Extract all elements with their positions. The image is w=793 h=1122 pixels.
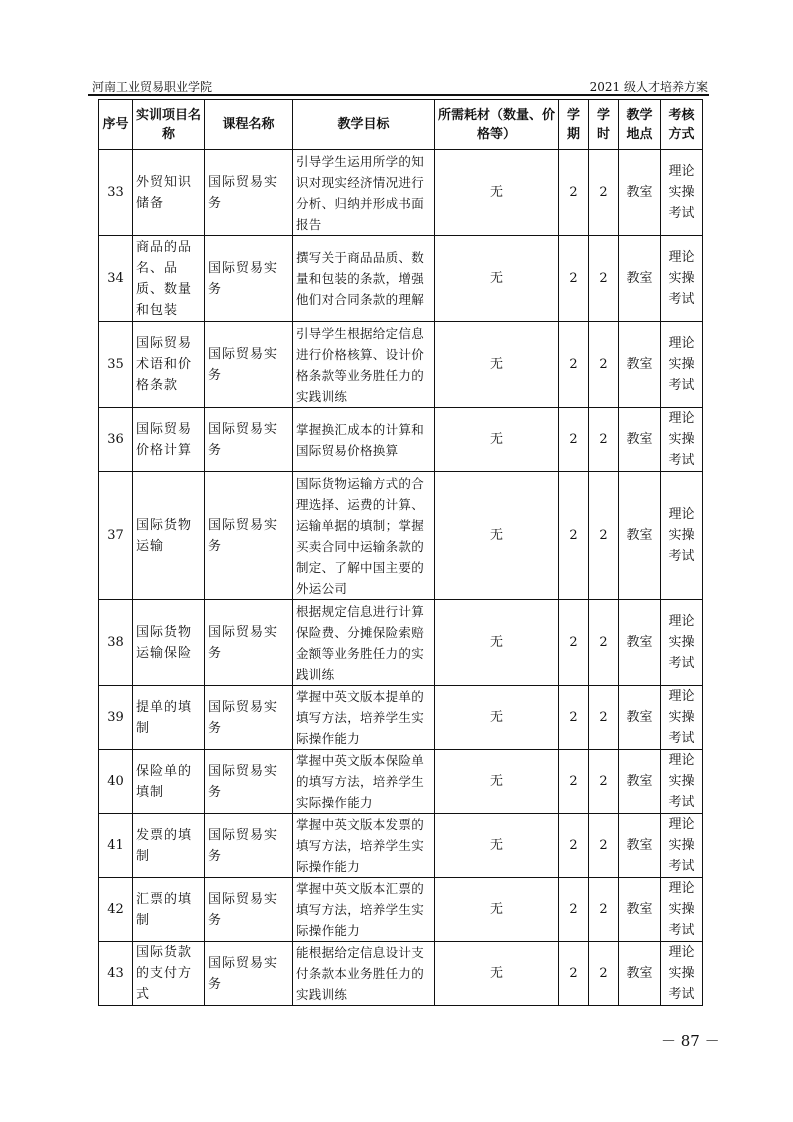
cell-hours: 2 bbox=[589, 814, 619, 878]
cell-course: 国际贸易实务 bbox=[205, 322, 293, 408]
cell-place: 教室 bbox=[619, 150, 661, 236]
cell-course: 国际贸易实务 bbox=[205, 600, 293, 686]
table-row bbox=[99, 686, 703, 750]
cell-no: 43 bbox=[99, 942, 133, 1006]
table-row bbox=[99, 942, 703, 1006]
cell-exam: 理论实操考试 bbox=[661, 942, 703, 1006]
cell-goal: 引导学生运用所学的知识对现实经济情况进行分析、归纳并形成书面报告 bbox=[293, 150, 435, 236]
cell-exam: 理论实操考试 bbox=[661, 472, 703, 600]
table-row bbox=[99, 408, 703, 472]
cell-exam: 理论实操考试 bbox=[661, 878, 703, 942]
table-row bbox=[99, 472, 703, 600]
cell-no: 41 bbox=[99, 814, 133, 878]
cell-no: 34 bbox=[99, 236, 133, 322]
cell-no: 36 bbox=[99, 408, 133, 472]
cell-term: 2 bbox=[559, 472, 589, 600]
table-row bbox=[99, 750, 703, 814]
cell-term: 2 bbox=[559, 878, 589, 942]
cell-exam: 理论实操考试 bbox=[661, 686, 703, 750]
cell-place: 教室 bbox=[619, 750, 661, 814]
cell-no: 38 bbox=[99, 600, 133, 686]
cell-exam: 理论实操考试 bbox=[661, 600, 703, 686]
cell-exam: 理论实操考试 bbox=[661, 750, 703, 814]
cell-place: 教室 bbox=[619, 408, 661, 472]
col-header-place: 教学地点 bbox=[619, 100, 661, 150]
cell-hours: 2 bbox=[589, 686, 619, 750]
col-header-exam: 考核方式 bbox=[661, 100, 703, 150]
cell-materials: 无 bbox=[435, 878, 559, 942]
table-row bbox=[99, 236, 703, 322]
cell-materials: 无 bbox=[435, 750, 559, 814]
cell-place: 教室 bbox=[619, 942, 661, 1006]
header-rule bbox=[88, 94, 709, 96]
cell-no: 33 bbox=[99, 150, 133, 236]
cell-project: 汇票的填制 bbox=[133, 878, 205, 942]
cell-exam: 理论实操考试 bbox=[661, 814, 703, 878]
cell-goal: 能根据给定信息设计支付条款本业务胜任力的实践训练 bbox=[293, 942, 435, 1006]
cell-no: 35 bbox=[99, 322, 133, 408]
header-institution: 河南工业贸易职业学院 bbox=[92, 80, 213, 94]
cell-course: 国际贸易实务 bbox=[205, 150, 293, 236]
cell-term: 2 bbox=[559, 236, 589, 322]
cell-goal: 国际货物运输方式的合理选择、运费的计算、运输单据的填制；掌握买卖合同中运输条款的制定、了解中国主要的外运公司 bbox=[293, 472, 435, 600]
cell-course: 国际贸易实务 bbox=[205, 408, 293, 472]
cell-term: 2 bbox=[559, 408, 589, 472]
cell-hours: 2 bbox=[589, 942, 619, 1006]
cell-no: 37 bbox=[99, 472, 133, 600]
table-header-row bbox=[99, 100, 703, 150]
cell-course: 国际贸易实务 bbox=[205, 236, 293, 322]
cell-place: 教室 bbox=[619, 600, 661, 686]
cell-exam: 理论实操考试 bbox=[661, 408, 703, 472]
table-row bbox=[99, 150, 703, 236]
cell-hours: 2 bbox=[589, 236, 619, 322]
cell-goal: 掌握换汇成本的计算和国际贸易价格换算 bbox=[293, 408, 435, 472]
table-row bbox=[99, 814, 703, 878]
cell-term: 2 bbox=[559, 150, 589, 236]
cell-materials: 无 bbox=[435, 408, 559, 472]
cell-course: 国际贸易实务 bbox=[205, 750, 293, 814]
cell-no: 42 bbox=[99, 878, 133, 942]
col-header-project: 实训项目名称 bbox=[133, 100, 205, 150]
cell-materials: 无 bbox=[435, 472, 559, 600]
table-row bbox=[99, 322, 703, 408]
cell-goal: 掌握中英文版本发票的填写方法，培养学生实际操作能力 bbox=[293, 814, 435, 878]
cell-exam: 理论实操考试 bbox=[661, 322, 703, 408]
cell-place: 教室 bbox=[619, 322, 661, 408]
cell-hours: 2 bbox=[589, 600, 619, 686]
cell-no: 39 bbox=[99, 686, 133, 750]
cell-course: 国际贸易实务 bbox=[205, 686, 293, 750]
cell-project: 国际货物运输保险 bbox=[133, 600, 205, 686]
cell-term: 2 bbox=[559, 600, 589, 686]
cell-place: 教室 bbox=[619, 878, 661, 942]
cell-materials: 无 bbox=[435, 686, 559, 750]
cell-no: 40 bbox=[99, 750, 133, 814]
cell-goal: 掌握中英文版本汇票的填写方法，培养学生实际操作能力 bbox=[293, 878, 435, 942]
cell-materials: 无 bbox=[435, 600, 559, 686]
cell-goal: 根据规定信息进行计算保险费、分摊保险索赔金额等业务胜任力的实践训练 bbox=[293, 600, 435, 686]
cell-hours: 2 bbox=[589, 150, 619, 236]
col-header-no: 序号 bbox=[99, 100, 133, 150]
cell-term: 2 bbox=[559, 750, 589, 814]
header-plan-title: 2021 级人才培养方案 bbox=[589, 80, 708, 94]
cell-term: 2 bbox=[559, 686, 589, 750]
table-row bbox=[99, 600, 703, 686]
cell-term: 2 bbox=[559, 814, 589, 878]
cell-exam: 理论实操考试 bbox=[661, 236, 703, 322]
cell-project: 发票的填制 bbox=[133, 814, 205, 878]
cell-exam: 理论实操考试 bbox=[661, 150, 703, 236]
cell-project: 商品的品名、品质、数量和包装 bbox=[133, 236, 205, 322]
cell-term: 2 bbox=[559, 322, 589, 408]
cell-hours: 2 bbox=[589, 472, 619, 600]
col-header-course: 课程名称 bbox=[205, 100, 293, 150]
cell-course: 国际贸易实务 bbox=[205, 814, 293, 878]
page-number: － 87 － bbox=[661, 1032, 720, 1050]
cell-hours: 2 bbox=[589, 408, 619, 472]
col-header-materials: 所需耗材（数量、价格等） bbox=[435, 100, 559, 150]
cell-goal: 掌握中英文版本提单的填写方法，培养学生实际操作能力 bbox=[293, 686, 435, 750]
cell-project: 国际货物运输 bbox=[133, 472, 205, 600]
cell-course: 国际贸易实务 bbox=[205, 472, 293, 600]
cell-project: 国际贸易价格计算 bbox=[133, 408, 205, 472]
cell-materials: 无 bbox=[435, 814, 559, 878]
cell-place: 教室 bbox=[619, 686, 661, 750]
cell-hours: 2 bbox=[589, 878, 619, 942]
cell-goal: 掌握中英文版本保险单的填写方法，培养学生实际操作能力 bbox=[293, 750, 435, 814]
cell-project: 保险单的填制 bbox=[133, 750, 205, 814]
col-header-hours: 学时 bbox=[589, 100, 619, 150]
training-projects-table bbox=[98, 99, 703, 1006]
cell-project: 国际贸易术语和价格条款 bbox=[133, 322, 205, 408]
running-header bbox=[92, 78, 708, 94]
cell-hours: 2 bbox=[589, 322, 619, 408]
cell-place: 教室 bbox=[619, 236, 661, 322]
cell-project: 提单的填制 bbox=[133, 686, 205, 750]
cell-materials: 无 bbox=[435, 942, 559, 1006]
cell-project: 国际货款的支付方式 bbox=[133, 942, 205, 1006]
col-header-goal: 教学目标 bbox=[293, 100, 435, 150]
cell-term: 2 bbox=[559, 942, 589, 1006]
cell-materials: 无 bbox=[435, 150, 559, 236]
cell-materials: 无 bbox=[435, 236, 559, 322]
cell-hours: 2 bbox=[589, 750, 619, 814]
cell-place: 教室 bbox=[619, 814, 661, 878]
cell-place: 教室 bbox=[619, 472, 661, 600]
cell-course: 国际贸易实务 bbox=[205, 878, 293, 942]
col-header-term: 学期 bbox=[559, 100, 589, 150]
cell-materials: 无 bbox=[435, 322, 559, 408]
cell-project: 外贸知识储备 bbox=[133, 150, 205, 236]
cell-goal: 撰写关于商品品质、数量和包装的条款，增强他们对合同条款的理解 bbox=[293, 236, 435, 322]
table-row bbox=[99, 878, 703, 942]
cell-goal: 引导学生根据给定信息进行价格核算、设计价格条款等业务胜任力的实践训练 bbox=[293, 322, 435, 408]
cell-course: 国际贸易实务 bbox=[205, 942, 293, 1006]
